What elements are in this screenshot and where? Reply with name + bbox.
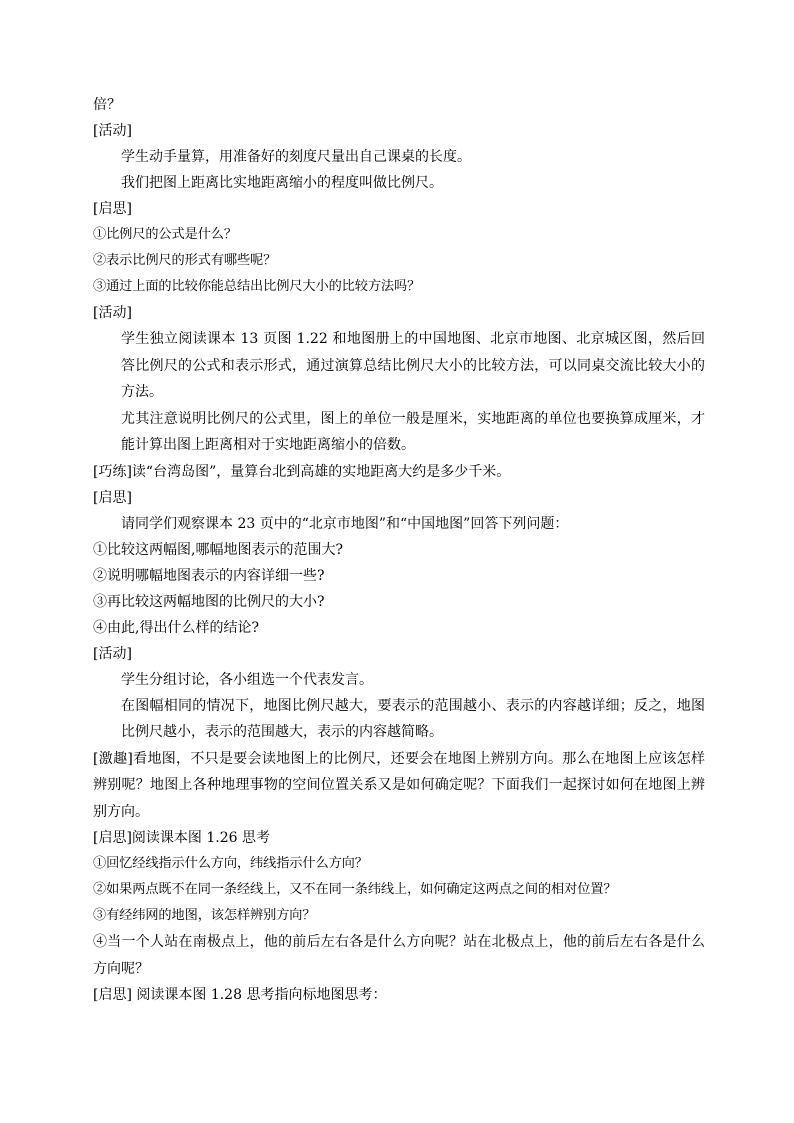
paragraph: 请同学们观察课本 23 页中的“北京市地图”和“中国地图”回答下列问题： bbox=[121, 515, 569, 532]
question-item: ②如果两点既不在同一条经线上，又不在同一条纬线上，如何确定这两点之间的相对位置？ bbox=[93, 882, 617, 897]
paragraph-motivation: [激趣]看地图，不只是要会读地图上的比例尺，还要会在地图上辨别方向。那么在地图上应该怎样辨别呢？地图上各种地理事物的空间位置关系又是如何确定呢？下面我们一起探讨如何在地图上辨别方向。 bbox=[93, 750, 705, 820]
paragraph: 在图幅相同的情况下，地图比例尺越大，要表示的范围越小、表示的内容越详细；反之，地图比例尺越小，表示的范围越大，表示的内容越简略。 bbox=[121, 697, 705, 740]
section-label-inspire: [启思]阅读课本图 1.26 思考 bbox=[93, 830, 270, 846]
question-item: ④当一个人站在南极点上，他的前后左右各是什么方向呢？站在北极点上，他的前后左右各是什么方向呢？ bbox=[93, 934, 705, 977]
question-item: ②表示比例尺的形式有哪些呢？ bbox=[93, 253, 277, 268]
section-label-activity: [活动] bbox=[93, 123, 132, 139]
section-label-activity: [活动] bbox=[93, 645, 132, 662]
document-page bbox=[93, 92, 705, 1008]
question-item: ②说明哪幅地图表示的内容详细一些? bbox=[93, 567, 325, 584]
question-item: ①比例尺的公式是什么？ bbox=[93, 227, 237, 242]
question-item: ③通过上面的比较你能总结出比例尺大小的比较方法吗？ bbox=[93, 279, 421, 294]
paragraph: 我们把图上距离比实地距离缩小的程度叫做比例尺。 bbox=[121, 175, 443, 191]
question-item: ①比较这两幅图,哪幅地图表示的范围大? bbox=[93, 541, 343, 558]
question-item: ①回忆经线指示什么方向，纬线指示什么方向？ bbox=[93, 856, 368, 871]
section-label-inspire: [启思] bbox=[93, 489, 132, 506]
section-label-activity: [活动] bbox=[93, 305, 132, 321]
paragraph: 尤其注意说明比例尺的公式里，图上的单位一般是厘米，实地距离的单位也要换算成厘米，才能计算出图上距离相对于实地距离缩小的倍数。 bbox=[121, 410, 705, 453]
question-item: ③再比较这两幅地图的比例尺的大小? bbox=[93, 593, 325, 610]
paragraph: 学生分组讨论，各小组选一个代表发言。 bbox=[121, 671, 373, 688]
section-label-inspire: [启思] bbox=[93, 201, 132, 217]
paragraph: 学生独立阅读课本 13 页图 1.22 和地图册上的中国地图、北京市地图、北京城区图，然后回答比例尺的公式和表示形式，通过演算总结比例尺大小的比较方法，可以同桌交流比较大小的方法。 bbox=[121, 331, 705, 400]
section-label-inspire: [启思] 阅读课本图 1.28 思考指向标地图思考： bbox=[93, 987, 387, 1003]
question-item: ③有经纬网的地图，该怎样辨别方向？ bbox=[93, 908, 316, 923]
paragraph: 学生动手量算，用准备好的刻度尺量出自己课桌的长度。 bbox=[121, 149, 471, 165]
question-item: ④由此,得出什么样的结论? bbox=[93, 619, 259, 636]
text-line: 倍？ bbox=[93, 97, 121, 113]
exercise-line: [巧练]读“台湾岛图”，量算台北到高雄的实地距离大约是多少千米。 bbox=[93, 463, 511, 480]
